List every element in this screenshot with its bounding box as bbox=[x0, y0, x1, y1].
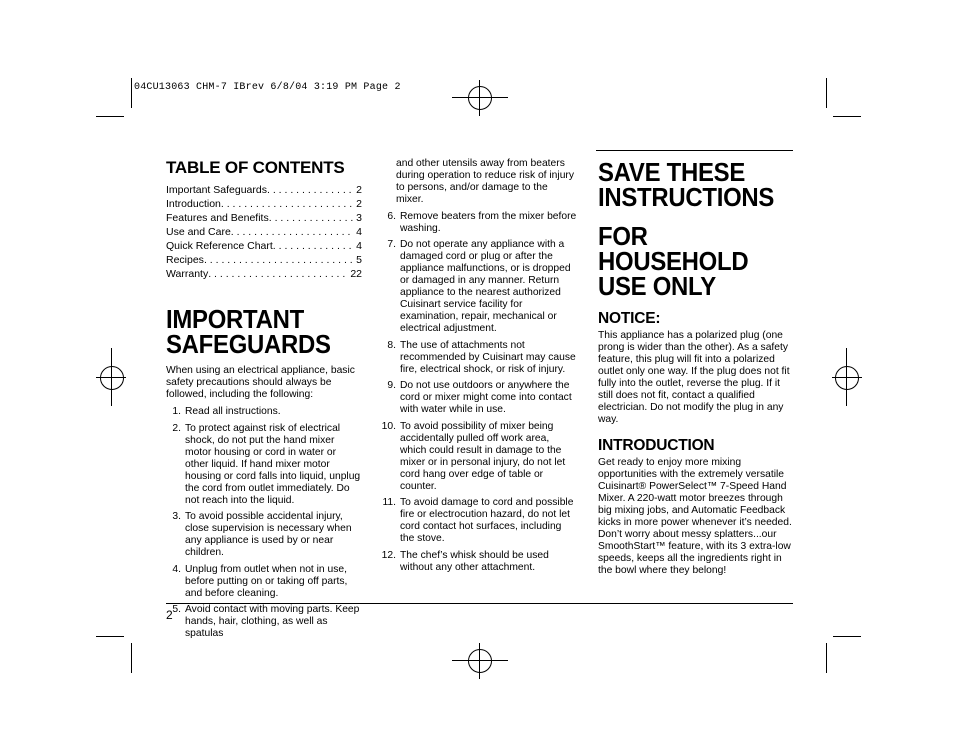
page-number: 2 bbox=[166, 608, 173, 622]
safeguards-list-1 bbox=[166, 406, 362, 640]
toc-item-label: Important Safeguards bbox=[166, 184, 267, 196]
column-right bbox=[598, 158, 793, 577]
safeguard-item-number: 3. bbox=[172, 511, 181, 522]
safeguard-item-text: Remove beaters from the mixer before washing. bbox=[400, 210, 577, 234]
safeguard-item bbox=[166, 604, 362, 640]
reg-right-circle bbox=[835, 366, 859, 390]
safeguards-continuation: and other utensils away from beaters during operation to reduce risk of injury to persons, and/or damage to the mixer. bbox=[396, 158, 575, 205]
crop-mark-bl-v bbox=[131, 643, 132, 673]
safeguard-item bbox=[166, 423, 362, 507]
toc-leader-dots bbox=[208, 267, 348, 281]
toc-item bbox=[166, 211, 362, 225]
safeguard-item-number: 7. bbox=[387, 239, 396, 250]
notice-title: NOTICE: bbox=[598, 310, 661, 327]
safeguards-list-2 bbox=[381, 211, 577, 574]
reg-top-circle bbox=[468, 86, 492, 110]
toc-leader-dots bbox=[204, 253, 354, 267]
safeguard-item bbox=[166, 406, 362, 418]
toc-leader-dots bbox=[231, 225, 354, 239]
toc-leader-dots bbox=[221, 197, 354, 211]
safeguard-item bbox=[381, 550, 577, 574]
toc-item-label: Recipes bbox=[166, 254, 204, 266]
toc-item-label: Use and Care bbox=[166, 226, 231, 238]
toc-item-label: Quick Reference Chart bbox=[166, 240, 273, 252]
crop-mark-tl-h bbox=[96, 116, 124, 117]
column-left bbox=[166, 158, 362, 645]
toc-item bbox=[166, 239, 362, 253]
safeguard-item-text: Do not operate any appliance with a damaged cord or plug or after the appliance malfunctions, or is dropped or damaged in any manner. Return appliance to the nearest authorized Cuisinart service facility for examination, repair, mechanical or electrical adjustment. bbox=[400, 239, 571, 334]
safeguard-item-number: 6. bbox=[387, 210, 396, 222]
safeguard-item-number: 5. bbox=[172, 604, 181, 615]
safeguard-item-text: The chef’s whisk should be used without any other attachment. bbox=[400, 549, 549, 573]
safeguard-item-text: Read all instructions. bbox=[185, 406, 281, 417]
crop-mark-tr-h bbox=[833, 116, 861, 117]
toc-item-page: 4 bbox=[356, 240, 362, 252]
safeguard-item bbox=[381, 421, 577, 493]
toc-item-page: 2 bbox=[356, 198, 362, 210]
safeguard-item-number: 4. bbox=[172, 563, 181, 575]
toc-leader-dots bbox=[267, 183, 354, 197]
safeguard-item-number: 11. bbox=[382, 497, 396, 508]
safeguard-item-number: 1. bbox=[172, 406, 181, 417]
safeguards-title bbox=[166, 304, 346, 359]
crop-mark-bl-h bbox=[96, 636, 124, 637]
household-use-title bbox=[598, 221, 777, 301]
save-instructions-title bbox=[598, 157, 777, 212]
notice-text: This appliance has a polarized plug (one prong is wider than the other). As a safety feature, this plug will fit into a polarized outlet only one way. If the plug does not fit fully into the outlet, reverse the plug. If it still does not fit, contact a qualified electrician. Do not modify the plug in any way. bbox=[598, 330, 790, 425]
safeguard-item-text: The use of attachments not recommended by Cuisinart may cause fire, electrical shock, or risk of injury. bbox=[400, 339, 576, 375]
toc-item-label: Introduction bbox=[166, 198, 221, 210]
safeguard-item-text: Avoid contact with moving parts. Keep hands, hair, clothing, as well as spatulas bbox=[185, 604, 360, 639]
crop-mark-tr-v bbox=[826, 78, 827, 108]
introduction-title: INTRODUCTION bbox=[598, 437, 715, 454]
safeguard-item bbox=[166, 564, 362, 600]
safeguard-item bbox=[381, 239, 577, 335]
toc-list bbox=[166, 183, 362, 281]
introduction-text: Get ready to enjoy more mixing opportunities with the extremely versatile Cuisinart® PowerSelect™ 7-Speed Hand Mixer. A 220-watt motor breezes through big mixing jobs, and Automatic Feedback kicks in more power whenever it’s needed. Don’t worry about messy splatters...our SmoothStart™ feature, with its 3 extra-low speeds, keeps all the ingredients right in the bowl where they belong! bbox=[598, 457, 792, 576]
safeguards-title-line2: SAFEGUARDS bbox=[166, 329, 331, 359]
toc-item bbox=[166, 197, 362, 211]
toc-item-label: Features and Benefits bbox=[166, 212, 269, 224]
safeguard-item-number: 12. bbox=[381, 549, 396, 561]
safeguard-item bbox=[381, 340, 577, 376]
toc-item-page: 3 bbox=[356, 212, 362, 224]
safeguard-item-number: 8. bbox=[387, 339, 396, 351]
safeguard-item-text: Do not use outdoors or anywhere the cord or mixer might come into contact with water while in use. bbox=[400, 380, 572, 415]
toc-item bbox=[166, 225, 362, 239]
safeguards-intro: When using an electrical appliance, basic safety precautions should always be followed, including the following: bbox=[166, 365, 355, 400]
crop-mark-br-h bbox=[833, 636, 861, 637]
save-line1: SAVE THESE bbox=[598, 157, 745, 187]
safeguard-item bbox=[166, 511, 362, 559]
save-line4: USE ONLY bbox=[598, 271, 716, 301]
top-rule bbox=[596, 150, 793, 151]
safeguard-item-number: 9. bbox=[387, 380, 396, 391]
safeguard-item-text: To protect against risk of electrical shock, do not put the hand mixer motor housing or cord in water or other liquid. If hand mixer motor housing or cord falls into liquid, unplug the cord from outlet immediately. Do not reach into the liquid. bbox=[185, 422, 361, 506]
reg-bottom-circle bbox=[468, 649, 492, 673]
safeguard-item bbox=[381, 380, 577, 416]
save-line3: FOR HOUSEHOLD bbox=[598, 221, 749, 276]
reg-left-circle bbox=[100, 366, 124, 390]
safeguards-title-line1: IMPORTANT bbox=[166, 304, 304, 334]
crop-mark-br-v bbox=[826, 643, 827, 673]
safeguard-item bbox=[381, 497, 577, 545]
toc-item bbox=[166, 253, 362, 267]
toc-item-page: 5 bbox=[356, 254, 362, 266]
safeguard-item-text: To avoid possible accidental injury, close supervision is necessary when any appliance is used by or near children. bbox=[185, 511, 352, 558]
safeguard-item-text: Unplug from outlet when not in use, before putting on or taking off parts, and before cleaning. bbox=[185, 563, 348, 599]
toc-title: TABLE OF CONTENTS bbox=[166, 158, 345, 177]
safeguard-item-text: To avoid possibility of mixer being accidentally pulled off work area, which could result in damage to the mixer or in personal injury, do not let cord hang over edge of table or counter. bbox=[400, 420, 566, 492]
toc-leader-dots bbox=[269, 211, 354, 225]
safeguard-item bbox=[381, 211, 577, 235]
toc-item-label: Warranty bbox=[166, 268, 209, 280]
column-middle bbox=[381, 158, 577, 578]
toc-item-page: 22 bbox=[350, 268, 362, 280]
printer-slug: 04CU13063 CHM-7 IBrev 6/8/04 3:19 PM Page 2 bbox=[134, 82, 401, 93]
toc-leader-dots bbox=[273, 239, 354, 253]
toc-item bbox=[166, 267, 362, 281]
safeguard-item-text: To avoid damage to cord and possible fire or electrocution hazard, do not let cord contact hot surfaces, including the stove. bbox=[400, 497, 574, 544]
crop-mark-tl-v bbox=[131, 78, 132, 108]
safeguard-item-number: 2. bbox=[172, 422, 181, 434]
save-line2: INSTRUCTIONS bbox=[598, 182, 775, 212]
toc-item-page: 2 bbox=[356, 184, 362, 196]
safeguard-item-number: 10. bbox=[381, 420, 396, 432]
toc-item-page: 4 bbox=[356, 226, 362, 238]
toc-item bbox=[166, 183, 362, 197]
